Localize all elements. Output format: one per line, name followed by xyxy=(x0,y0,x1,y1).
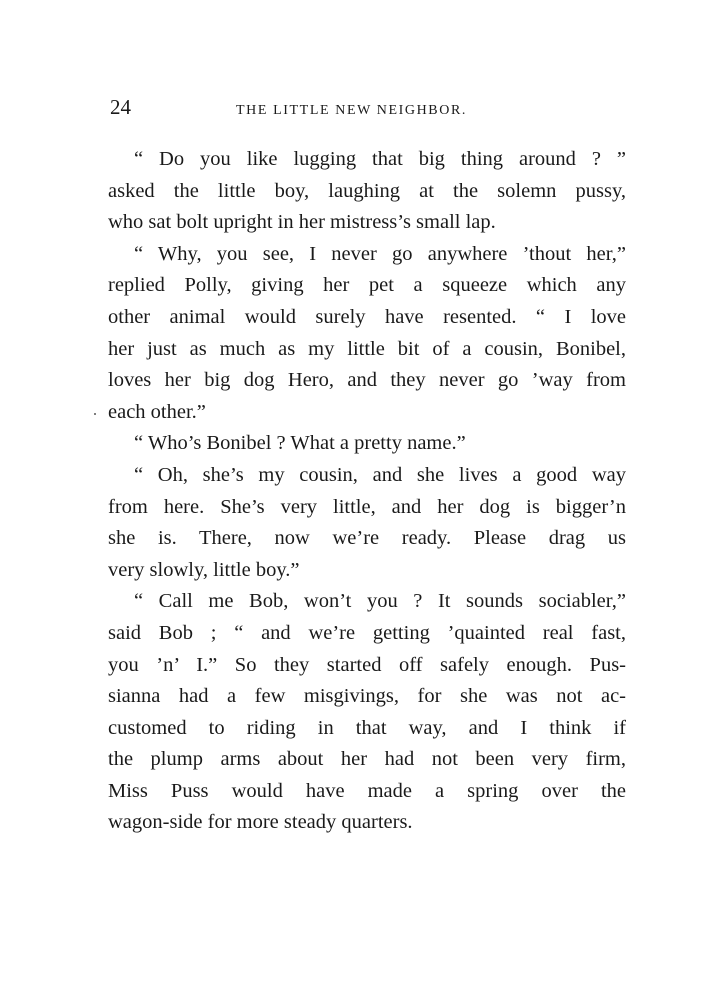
page-number: 24 xyxy=(110,95,131,119)
text-line: her just as much as my little bit of a cousin, Bonibel, xyxy=(108,337,626,360)
text-line: the plump arms about her had not been very firm, xyxy=(108,748,626,771)
text-line: “ Why, you see, I never go anywhere ’thout her,” xyxy=(134,242,626,265)
text-line: “ Oh, she’s my cousin, and she lives a good way xyxy=(134,463,626,486)
text-line: “ Who’s Bonibel ? What a pretty name.” xyxy=(134,432,466,455)
text-line: she is. There, now we’re ready. Please drag us xyxy=(108,527,626,550)
text-line: Miss Puss would have made a spring over the xyxy=(108,779,626,802)
paper-speck xyxy=(94,413,96,415)
text-line: you ’n’ I.” So they started off safely enough. Pus- xyxy=(108,653,626,676)
text-line: wagon-side for more steady quarters. xyxy=(108,811,413,834)
text-line: loves her big dog Hero, and they never go ’way from xyxy=(108,369,626,392)
text-line: very slowly, little boy.” xyxy=(108,558,300,581)
running-title: THE LITTLE NEW NEIGHBOR. xyxy=(236,103,467,118)
text-line: “ Do you like lugging that big thing around ? ” xyxy=(134,148,626,170)
body-text xyxy=(108,144,626,839)
text-line: other animal would surely have resented. “ I love xyxy=(108,305,626,328)
text-line: said Bob ; “ and we’re getting ’quainted real fast, xyxy=(108,621,626,644)
text-line: “ Call me Bob, won’t you ? It sounds sociabler,” xyxy=(134,590,626,613)
text-line: asked the little boy, laughing at the solemn pussy, xyxy=(108,179,626,202)
text-line: sianna had a few misgivings, for she was not ac- xyxy=(108,685,626,708)
text-line: customed to riding in that way, and I think if xyxy=(108,716,626,739)
text-line: from here. She’s very little, and her dog is bigger’n xyxy=(108,495,626,518)
text-line: replied Polly, giving her pet a squeeze which any xyxy=(108,274,626,297)
text-line: each other.” xyxy=(108,400,206,423)
text-line: who sat bolt upright in her mistress’s small lap. xyxy=(108,211,496,234)
